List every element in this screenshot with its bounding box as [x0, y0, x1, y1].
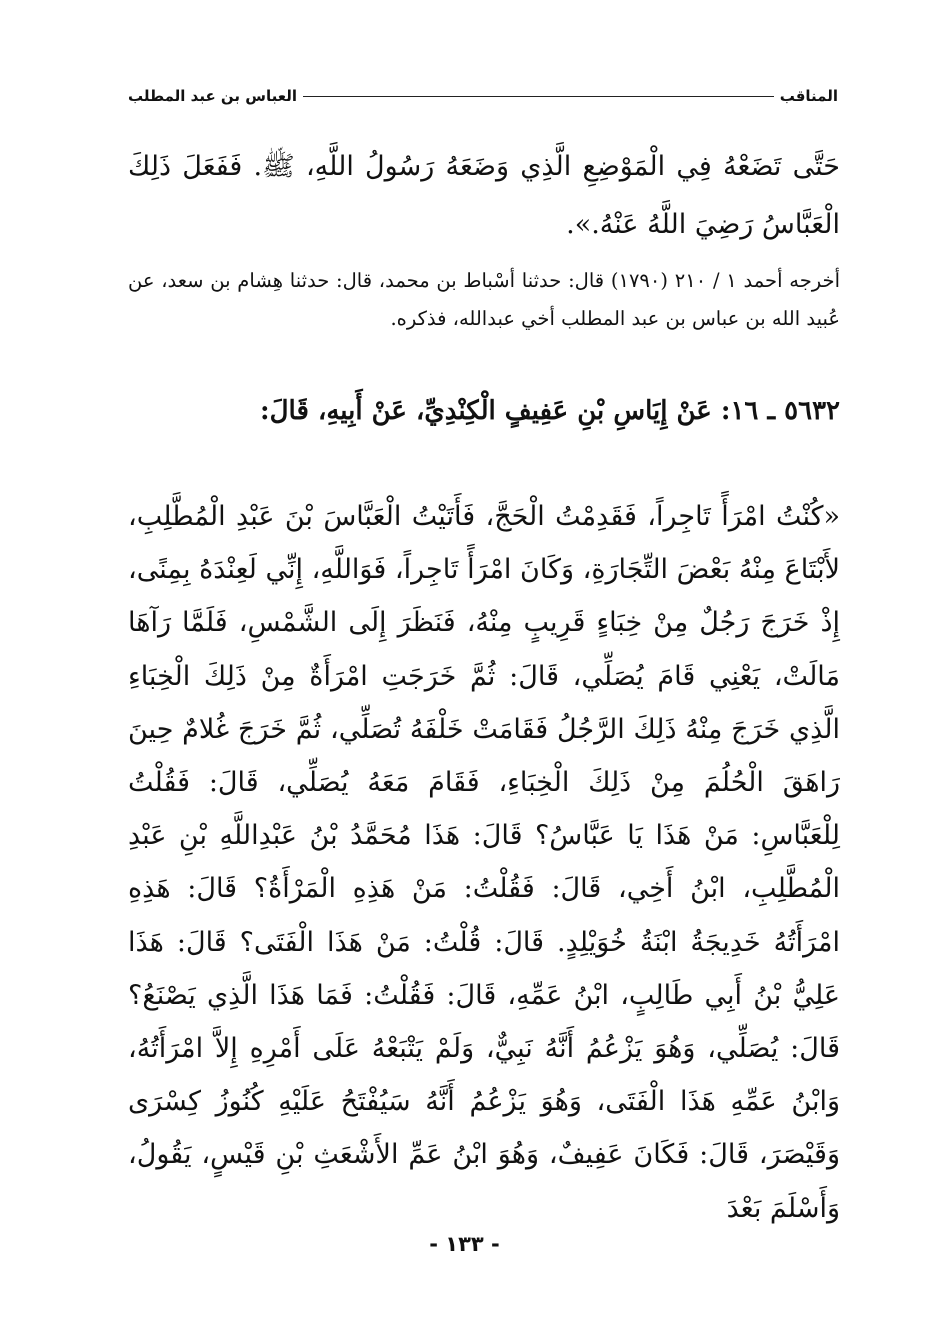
header-chapter: المناقب: [779, 87, 838, 105]
hadith-text: «كُنْتُ امْرَأً تَاجِراً، فَقَدِمْتُ الْحَجَّ، فَأَتَيْتُ الْعَبَّاسَ بْنَ عَبْدِ الْمُطَّلِبِ، لأَبْتَاعَ مِنْهُ بَعْضَ التِّجَارَةِ، وَكَانَ امْرَأً تَاجِراً، فَوَاللَّهِ، إِنِّي لَعِنْدَهُ بِمِنًى، إِذْ خَرَجَ رَجُلٌ مِنْ خِبَاءٍ قَرِيبٍ مِنْهُ، فَنَظَرَ إِلَى الشَّمْسِ، فَلَمَّا رَآهَا مَالَتْ، يَعْنِي قَامَ يُصَلِّي، قَالَ: ثُمَّ خَرَجَتِ امْرَأَةٌ مِنْ ذَلِكَ الْخِبَاءِ الَّذِي خَرَجَ مِنْهُ ذَلِكَ الرَّجُلُ فَقَامَتْ خَلْفَهُ تُصَلِّي، ثُمَّ خَرَجَ غُلامٌ حِينَ رَاهَقَ الْحُلُمَ مِنْ ذَلِكَ الْخِبَاءِ، فَقَامَ مَعَهُ يُصَلِّي، قَالَ: فَقُلْتُ لِلْعَبَّاسِ: مَنْ هَذَا يَا عَبَّاسُ؟ قَالَ: هَذَا مُحَمَّدُ بْنُ عَبْدِاللَّهِ بْنِ عَبْدِ الْمُطَّلِبِ، ابْنُ أَخِي، قَالَ: فَقُلْتُ: مَنْ هَذِهِ الْمَرْأَةُ؟ قَالَ: هَذِهِ امْرَأَتُهُ خَدِيجَةُ ابْنَةُ خُوَيْلِدٍ. قَالَ: قُلْتُ: مَنْ هَذَا الْفَتَى؟ قَالَ: هَذَا عَلِيُّ بْنُ أَبِي طَالِبٍ، ابْنُ عَمِّهِ، قَالَ: فَقُلْتُ: فَمَا هَذَا الَّذِي يَصْنَعُ؟ قَالَ: يُصَلِّي، وَهُوَ يَزْعُمُ أَنَّهُ نَبِيٌّ، وَلَمْ يَتْبَعْهُ عَلَى أَمْرِهِ إِلاَّ امْرَأَتُهُ، وَابْنُ عَمِّهِ هَذَا الْفَتَى، وَهُوَ يَزْعُمُ أَنَّهُ سَيُفْتَحُ عَلَيْهِ كُنُوزُ كِسْرَى وَقَيْصَرَ، قَالَ: فَكَانَ عَفِيفٌ، وَهُوَ ابْنُ عَمِّ الأَشْعَثِ بْنِ قَيْسٍ، يَقُولُ، وَأَسْلَمَ بَعْدَ: [128, 501, 840, 1224]
page-number: - ١٣٣ -: [429, 1232, 500, 1256]
header-rule: [303, 96, 774, 97]
continued-quote: حَتَّى تَضَعْهُ فِي الْمَوْضِعِ الَّذِي وَضَعَهُ رَسُولُ اللَّهِ، ﷺ. فَفَعَلَ ذَلِكَ الْعَبَّاسُ رَضِيَ اللَّهُ عَنْهُ.».: [128, 151, 840, 240]
takhrij-note: أخرجه أحمد ١ / ٢١٠ (١٧٩٠) قال: حدثنا أسْباط بن محمد، قال: حدثنا هِشام بن سعد، عن عُبيد الله بن عباس بن عبد المطلب أخي عبدالله، فذكره.: [128, 269, 841, 330]
hadith-heading: ٥٦٣٢ ـ ١٦: عَنْ إِيَاسِ بْنِ عَفِيفٍ الْكِنْدِيِّ، عَنْ أَبِيهِ، قَالَ:: [260, 396, 840, 426]
header-topic: العباس بن عبد المطلب: [128, 87, 297, 105]
running-header: [128, 82, 838, 110]
